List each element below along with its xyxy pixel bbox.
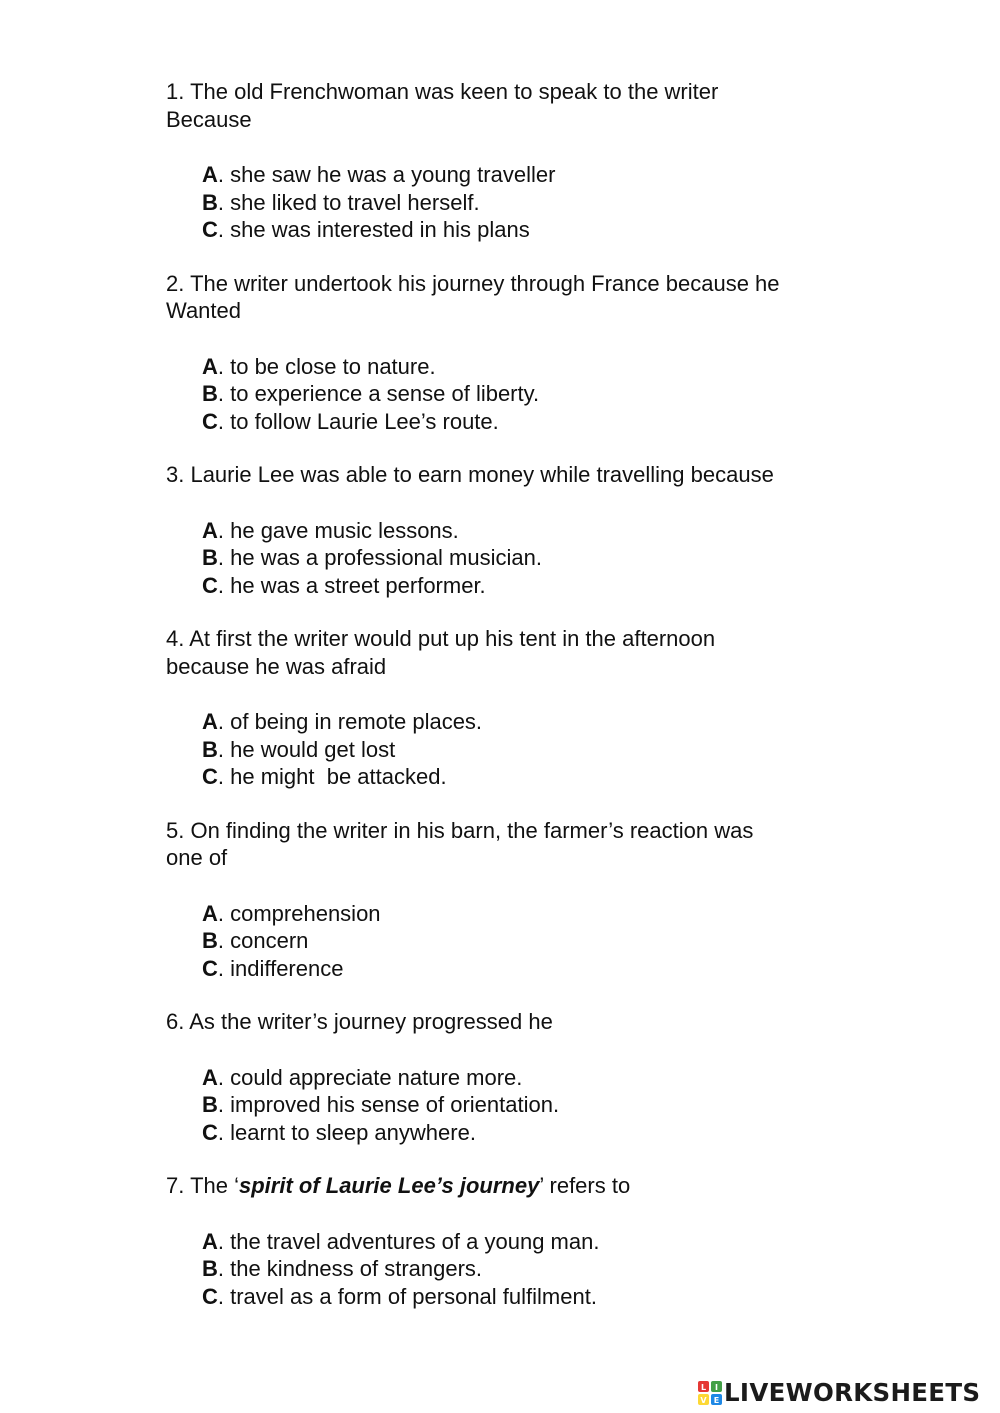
question-6-stem-line-1: 6. As the writer’s journey progressed he — [166, 1009, 553, 1034]
question-2-stem — [166, 270, 846, 325]
option-text: . to be close to nature. — [217, 353, 436, 379]
option-text: . improved his sense of orientation. — [217, 1092, 560, 1117]
question-3-option-c — [202, 572, 846, 600]
question-7-options — [202, 1228, 846, 1311]
question-7 — [166, 1172, 846, 1310]
option-text: . concern — [217, 928, 309, 953]
question-3-stem-line-1: 3. Laurie Lee was able to earn money while travelling because — [166, 462, 774, 487]
question-5 — [166, 817, 846, 983]
question-6-option-b — [202, 1091, 846, 1119]
liveworksheets-logo-icon — [698, 1381, 722, 1405]
option-letter: B — [202, 736, 218, 762]
question-1-stem-line-1: 1. The old Frenchwoman was keen to speak to the writer — [166, 79, 719, 104]
question-2-option-c — [202, 408, 846, 436]
question-4 — [166, 625, 846, 791]
question-7-option-a — [202, 1228, 846, 1256]
question-2 — [166, 270, 846, 436]
option-letter: C — [202, 1283, 218, 1309]
option-text: . he would get lost — [217, 736, 396, 762]
question-1-option-a — [202, 161, 846, 189]
option-text: . he was a professional musician. — [217, 545, 542, 570]
option-text: . could appreciate nature more. — [217, 1064, 523, 1090]
option-text: . the kindness of strangers. — [217, 1256, 483, 1281]
question-5-stem-line-1: 5. On finding the writer in his barn, the farmer’s reaction was — [166, 817, 754, 843]
option-letter: A — [202, 1228, 218, 1254]
option-letter: C — [202, 572, 218, 598]
svg-text:I: I — [715, 1382, 718, 1392]
option-text: . to follow Laurie Lee’s route. — [217, 408, 499, 434]
question-3-stem — [166, 461, 846, 489]
question-2-option-a — [202, 353, 846, 381]
option-text: . she saw he was a young traveller — [217, 162, 556, 187]
option-letter: C — [202, 1119, 218, 1145]
option-text: . the travel adventures of a young man. — [217, 1228, 600, 1254]
question-1 — [166, 78, 846, 244]
option-letter: B — [202, 1092, 218, 1117]
option-letter: A — [202, 162, 218, 187]
question-7-option-b — [202, 1255, 846, 1283]
question-4-stem-line-1: 4. At first the writer would put up his tent in the afternoon — [166, 626, 716, 651]
option-letter: B — [202, 545, 218, 570]
question-5-option-b — [202, 927, 846, 955]
question-7-stem-prefix: 7. The ‘ — [166, 1173, 239, 1198]
option-text: . comprehension — [217, 900, 381, 926]
question-1-option-c — [202, 216, 846, 244]
question-7-stem-emphasis: spirit of Laurie Lee’s journey — [238, 1173, 540, 1198]
option-text: . he gave music lessons. — [217, 517, 459, 543]
question-1-stem-line-2: Because — [166, 106, 252, 132]
option-letter: B — [202, 928, 218, 953]
option-letter: B — [202, 1256, 218, 1281]
question-5-options — [202, 900, 846, 983]
option-letter: A — [202, 517, 218, 543]
option-letter: A — [202, 353, 218, 379]
option-letter: A — [202, 900, 218, 926]
svg-text:L: L — [700, 1382, 707, 1392]
question-2-options — [202, 353, 846, 436]
worksheet — [166, 78, 846, 1310]
option-text: . travel as a form of personal fulfilment. — [217, 1283, 597, 1309]
question-3-option-b — [202, 544, 846, 572]
question-7-stem-suffix: ’ refers to — [539, 1173, 631, 1198]
option-letter: A — [202, 709, 218, 734]
question-4-option-a — [202, 708, 846, 736]
option-letter: C — [202, 955, 218, 981]
option-text: . indifference — [217, 955, 344, 981]
question-6-option-c — [202, 1119, 846, 1147]
question-3 — [166, 461, 846, 599]
option-text: . he might be attacked. — [217, 764, 447, 789]
question-4-stem — [166, 625, 846, 680]
question-1-option-b — [202, 189, 846, 217]
question-4-option-c — [202, 763, 846, 791]
question-5-option-c — [202, 955, 846, 983]
question-6 — [166, 1008, 846, 1146]
svg-text:E: E — [713, 1395, 720, 1405]
liveworksheets-wordmark: LIVEWORKSHEETS — [724, 1378, 981, 1407]
question-2-stem-line-1: 2. The writer undertook his journey through France because he — [166, 270, 780, 296]
question-6-option-a — [202, 1064, 846, 1092]
question-3-options — [202, 517, 846, 600]
option-letter: B — [202, 381, 218, 406]
question-2-option-b — [202, 380, 846, 408]
question-7-stem — [166, 1172, 846, 1200]
question-4-option-b — [202, 736, 846, 764]
liveworksheets-branding — [698, 1378, 980, 1408]
option-letter: C — [202, 764, 218, 789]
question-4-options — [202, 708, 846, 791]
option-letter: C — [202, 217, 218, 242]
question-5-option-a — [202, 900, 846, 928]
option-text: . he was a street performer. — [217, 572, 486, 598]
question-6-options — [202, 1064, 846, 1147]
option-letter: C — [202, 408, 218, 434]
option-text: . she liked to travel herself. — [217, 189, 480, 215]
question-4-stem-line-2: because he was afraid — [166, 653, 387, 679]
question-3-option-a — [202, 517, 846, 545]
option-text: . of being in remote places. — [217, 709, 483, 734]
question-5-stem-line-2: one of — [166, 845, 228, 870]
option-letter: B — [202, 189, 218, 215]
option-text: . she was interested in his plans — [217, 217, 530, 242]
svg-text:V: V — [700, 1395, 707, 1405]
option-text: . to experience a sense of liberty. — [217, 381, 540, 406]
option-text: . learnt to sleep anywhere. — [217, 1119, 476, 1145]
question-5-stem — [166, 817, 846, 872]
question-2-stem-line-2: Wanted — [166, 298, 242, 323]
question-1-stem — [166, 78, 846, 133]
question-6-stem — [166, 1008, 846, 1036]
question-7-option-c — [202, 1283, 846, 1311]
question-1-options — [202, 161, 846, 244]
option-letter: A — [202, 1064, 218, 1090]
